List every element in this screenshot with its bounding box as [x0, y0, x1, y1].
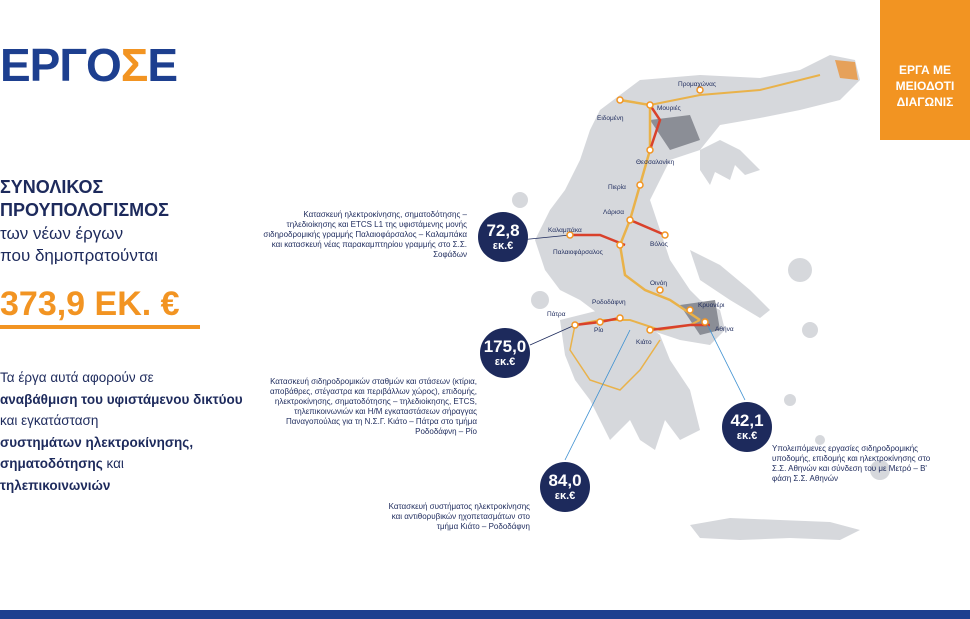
station-rio [597, 319, 603, 325]
label-rio: Ρίο [594, 327, 604, 334]
map-land-crete [690, 518, 860, 540]
label-larisa: Λάρισα [603, 209, 625, 216]
label-kalampaka: Καλαμπάκα [548, 227, 582, 234]
project-note-175: Κατασκευή σιδηροδρομικών σταθμών και στάσεων (κτίρια, αποβάθρες, στέγαστρα και περιβάλλων χώρος), επιδομής, ηλεκτροκίνησης, σηματοδότησης – τηλεδιοίκησης, ETCS, τηλεπικοινωνιών και Η/Μ εγκαταστάσεων σήραγγας Παναγοπούλας για τη Ν.Σ.Γ. Κιάτο – Πάτρα στο τμήμα Ροδοδάφνη – Ρίο [270, 377, 477, 436]
project-bubble-42: 42,1 εκ.€ [722, 402, 772, 452]
project-note-72: Κατασκευή ηλεκτροκίνησης, σηματοδότησης – τηλεδιοίκησης και ETCS L1 της υφιστάμενης μονής σιδηροδρομικής γραμμής Παλαιοφάρσαλος – Καλαμπάκα και κατασκευή νέας παρακαμπτηρίου γραμμής στο Σ.Σ. Σοφάδων [263, 210, 467, 259]
label-patra: Πάτρα [547, 311, 566, 318]
label-palaiofarsalos: Παλαιοφάρσαλος [553, 249, 603, 256]
label-thessaloniki: Θεσσαλονίκη [636, 159, 675, 166]
station-oinoi [657, 287, 663, 293]
label-promachonas: Προμαχώνας [678, 81, 716, 88]
map-land-kefalonia [531, 291, 549, 309]
label-volos: Βόλος [650, 241, 668, 248]
projects-description: Τα έργα αυτά αφορούν σε αναβάθμιση του υφιστάμενου δικτύου και εγκατάσταση συστημάτων ηλεκτροκίνησης, σηματοδότησης και τηλεπικοινωνιών [0, 370, 243, 493]
label-mourries: Μουριές [657, 105, 681, 112]
total-budget-subtitle: των νέων έργων που δημοπρατούνται [0, 224, 158, 265]
total-budget-title: ΣΥΝΟΛΙΚΟΣ ΠΡΟΥΠΟΛΟΓΙΣΜΟΣ [0, 177, 169, 220]
station-thessaloniki [647, 147, 653, 153]
project-note-42: Υπολειπόμενες εργασίες σιδηροδρομικής υποδομής, επιδομής και ηλεκτροκίνησης στο Σ.Σ. Αθηνών και σύνδεση του με Μετρό – Β' φάση Σ.Σ. Αθηνών [772, 444, 931, 483]
project-note-84: Κατασκευή συστήματος ηλεκτροκίνησης και αντιθορυβικών ηχοπετασμάτων στο τμήμα Κιάτο – Ροδοδάφνη [388, 502, 530, 531]
label-rododafni: Ροδοδάφνη [592, 299, 626, 306]
station-pieria [637, 182, 643, 188]
total-budget-amount: 373,9 ΕΚ. € [0, 285, 180, 323]
station-volos [662, 232, 668, 238]
station-palaiofarsalos [617, 242, 623, 248]
label-eidomeni: Ειδομένη [597, 115, 624, 122]
map-land-chios [802, 322, 818, 338]
map-land-cyclades-1 [784, 394, 796, 406]
station-eidomeni [617, 97, 623, 103]
map-land-corfu [512, 192, 528, 208]
project-bubble-72: 72,8 εκ.€ [478, 212, 528, 262]
station-patra [572, 322, 578, 328]
project-bubble-84: 84,0 εκ.€ [540, 462, 590, 512]
label-oinoi: Οινόη [650, 280, 667, 287]
station-athina [702, 319, 708, 325]
tender-banner: ΕΡΓΑ ΜΕ ΜΕΙΟΔΟΤΙ ΔΙΑΓΩΝΙΣ [880, 0, 970, 140]
ergose-logo: ΕΡΓΟΣΕ [0, 39, 178, 91]
label-kiato: Κιάτο [636, 339, 652, 346]
station-kryoneri [687, 307, 693, 313]
label-athina: Αθήνα [715, 326, 734, 333]
label-kryoneri: Κρυονέρι [698, 302, 725, 309]
label-pieria: Πιερία [608, 184, 626, 191]
station-larisa [627, 217, 633, 223]
bottom-bar [0, 610, 970, 619]
station-rododafni [617, 315, 623, 321]
map-land-lesvos [788, 258, 812, 282]
map-land-chalkidiki [700, 140, 760, 185]
station-kiato [647, 327, 653, 333]
station-mourries [647, 102, 653, 108]
project-bubble-175: 175,0 εκ.€ [480, 328, 530, 378]
